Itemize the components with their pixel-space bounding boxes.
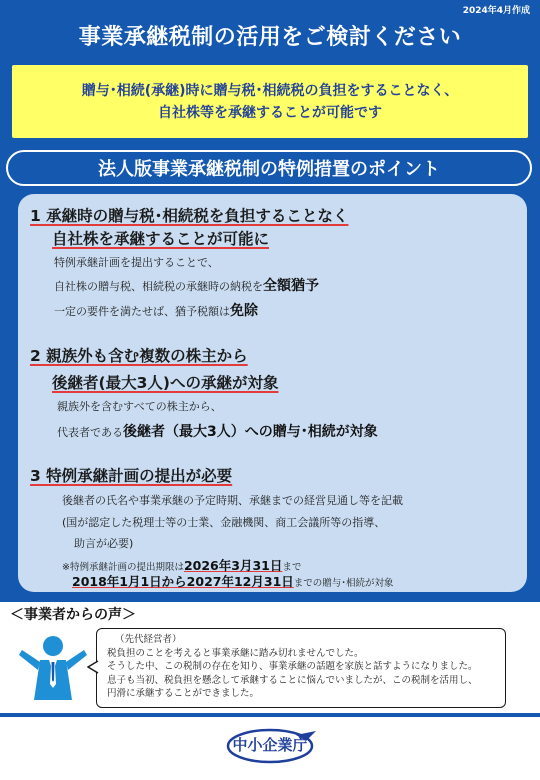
point-3-note-1-post: まで: [282, 562, 302, 573]
section-title: 法人版事業承継税制の特例措置のポイント: [98, 159, 440, 180]
point-2-text-1: 親族外を含むすべての株主から、: [57, 400, 222, 413]
point-3-note-2-post: までの贈与･相続が対象: [293, 578, 394, 589]
point-1-text-2-pre: 自社株の贈与税、相続税の承継時の納税を: [54, 280, 263, 293]
point-3-text-3: 助言が必要): [74, 537, 134, 550]
point-1-text-3-pre: 一定の要件を満たせば、猶予税額は: [54, 305, 230, 318]
testimonial-line: そうした中、この税制の存在を知り、事業承継の話題を家族と話すようになりました。: [107, 661, 478, 672]
testimonial-bubble: [96, 628, 506, 708]
point-1-text-2-bold: 全額猶予: [263, 278, 319, 294]
point-2-text-2-bold: 後継者（最大3人）への贈与･相続が対象: [123, 424, 378, 440]
page-title: 事業承継税制の活用をご検討ください: [78, 25, 462, 50]
voices-title: ＜事業者からの声＞: [10, 607, 136, 623]
point-2-heading-1: 2 親族外も含む複数の株主から: [30, 347, 248, 365]
speech-pointer: [87, 660, 99, 674]
point-3-note-2-bold: 2018年1月1日から2027年12月31日: [72, 574, 294, 589]
banner-line-2: 自社株等を承継することが可能です: [158, 104, 382, 121]
business-owner-icon: [18, 630, 88, 702]
section-heading: [6, 150, 532, 186]
point-2-text-2-pre: 代表者である: [57, 426, 123, 439]
point-3-note-2: [72, 572, 394, 590]
header-band: [0, 0, 540, 62]
highlight-banner: [12, 65, 528, 138]
publish-date: 2024年4月作成: [462, 6, 530, 16]
agency-logo-text: 中小企業庁: [232, 736, 308, 754]
point-1-text-3: [54, 300, 258, 320]
banner-frame: [0, 62, 540, 142]
point-3-note-1-bold: 2026年3月31日: [183, 558, 283, 573]
banner-line-1: 贈与･相続(承継)時に贈与税･相続税の負担をすることなく、: [81, 82, 459, 99]
testimonial-line: 税負担のことを考えると事業承継に踏み切れませんでした。: [107, 647, 364, 659]
point-3-heading: 3 特例承継計画の提出が必要: [30, 467, 233, 485]
point-1-heading-1: 1 承継時の贈与税･相続税を負担することなく: [30, 207, 349, 225]
point-3-note-1-pre: ※特例承継計画の提出期限は: [62, 562, 184, 573]
point-1-text-2: [54, 275, 319, 295]
point-2-heading-2: 後継者(最大3人)への承継が対象: [52, 374, 279, 392]
point-3-text-1: 後継者の氏名や事業承継の予定時期、承継までの経営見通し等を記載: [62, 494, 403, 507]
testimonial-speaker: （先代経営者）: [115, 634, 182, 645]
point-1-text-1: 特例承継計画を提出することで、: [54, 256, 219, 269]
point-2-text-2: [57, 421, 378, 441]
point-3-text-2: (国が認定した税理士等の士業、金融機関、商工会議所等の指導、: [62, 516, 386, 529]
testimonial-line: 円滑に承継することができました。: [107, 688, 260, 699]
point-1-heading-2: 自社株を承継することが可能に: [52, 230, 270, 248]
point-1-text-3-bold: 免除: [230, 303, 258, 319]
testimonial-line: 息子も当初、税負担を懸念して承継することに悩んでいましたが、この税制を活用し、: [107, 674, 478, 686]
